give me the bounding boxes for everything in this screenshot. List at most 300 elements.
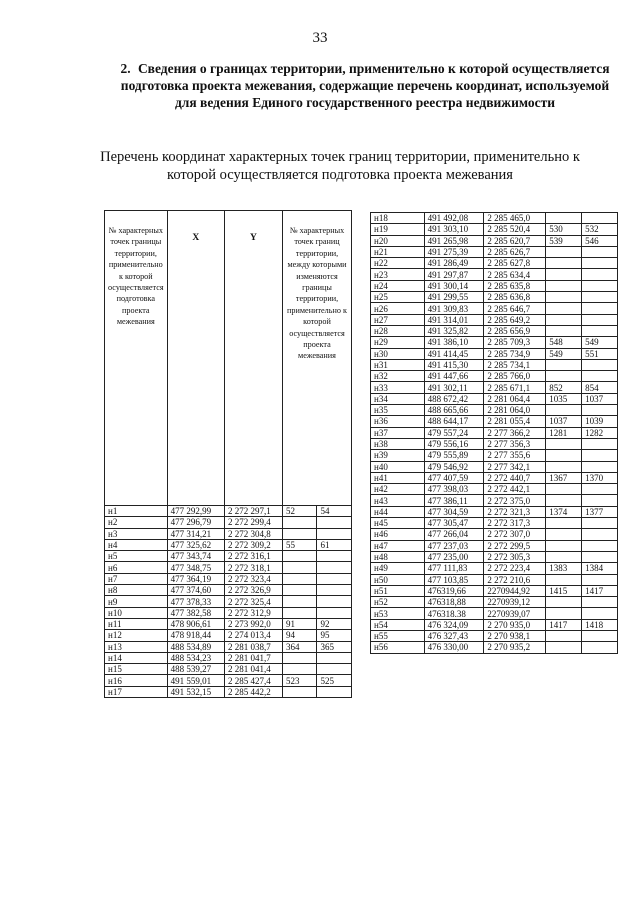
cell-y: 2 272 304,8 [224,528,282,539]
cell-a: 1383 [546,563,582,574]
cell-y: 2 285 465,0 [484,213,546,224]
cell-b: 365 [317,641,352,652]
table-row [371,280,618,291]
cell-y: 2 285 620,7 [484,235,546,246]
cell-n: н49 [371,563,425,574]
cell-b [582,551,618,562]
cell-n: н37 [371,427,425,438]
cell-a [546,484,582,495]
cell-n: н47 [371,540,425,551]
table-caption: Перечень координат характерных точек границ территории, применительно к которой осуществляется подготовка проекта межевания [100,149,580,183]
cell-a [546,213,582,224]
cell-n: н45 [371,518,425,529]
cell-x: 476318.38 [424,608,484,619]
table-row [371,461,618,472]
page-number: 33 [312,30,328,46]
cell-y: 2 272 318,1 [224,562,282,573]
cell-n: н33 [371,382,425,393]
cell-b [582,461,618,472]
cell-n: н48 [371,551,425,562]
cell-b [582,540,618,551]
table-row [371,292,618,303]
cell-n: н20 [371,235,425,246]
cell-x: 479 556,16 [424,438,484,449]
cell-n: н27 [371,314,425,325]
table-row [371,529,618,540]
cell-b [317,607,352,618]
cell-y: 2 285 656,9 [484,325,546,336]
cell-a [546,529,582,540]
cell-n: н51 [371,585,425,596]
cell-n: н18 [371,213,425,224]
cell-b [582,529,618,540]
cell-y: 2 285 427,4 [224,675,282,686]
cell-b [317,528,352,539]
table-row [105,517,352,528]
table-row [371,382,618,393]
cell-n: н44 [371,506,425,517]
cell-y: 2 285 627,8 [484,258,546,269]
cell-y: 2 272 223,4 [484,563,546,574]
cell-x: 476318,88 [424,597,484,608]
coordinates-table-left [104,210,352,698]
cell-n: н14 [105,652,168,663]
cell-a: 94 [283,630,317,641]
table-row [371,427,618,438]
cell-a [283,607,317,618]
table-header-row [105,211,352,506]
table-row [371,518,618,529]
cell-a [283,664,317,675]
cell-x: 491 325,82 [424,325,484,336]
cell-x: 477 348,75 [167,562,224,573]
cell-y: 2 272 297,1 [224,506,282,517]
table-row [371,472,618,483]
cell-y: 2 281 041,4 [224,664,282,675]
cell-x: 488 539,27 [167,664,224,675]
cell-a [546,574,582,585]
cell-y: 2 272 312,9 [224,607,282,618]
cell-n: н29 [371,337,425,348]
cell-a [283,517,317,528]
cell-x: 477 305,47 [424,518,484,529]
cell-y: 2270939,07 [484,608,546,619]
cell-n: н11 [105,618,168,629]
cell-n: н30 [371,348,425,359]
table-row [105,528,352,539]
cell-a [546,608,582,619]
table-row [371,235,618,246]
cell-b: 61 [317,539,352,550]
cell-n: н21 [371,246,425,257]
cell-a: 539 [546,235,582,246]
cell-n: н46 [371,529,425,540]
cell-x: 477 237,03 [424,540,484,551]
table-row [371,438,618,449]
cell-x: 477 296,79 [167,517,224,528]
cell-a [546,269,582,280]
cell-x: 477 386,11 [424,495,484,506]
cell-n: н56 [371,642,425,653]
cell-y: 2 274 013,4 [224,630,282,641]
cell-x: 491 386,10 [424,337,484,348]
cell-b [582,325,618,336]
cell-y: 2270939,12 [484,597,546,608]
cell-n: н36 [371,416,425,427]
cell-a [546,292,582,303]
cell-b: 854 [582,382,618,393]
cell-a [546,551,582,562]
cell-n: н23 [371,269,425,280]
cell-b [317,562,352,573]
cell-x: 477 325,62 [167,539,224,550]
table-row [371,597,618,608]
cell-b: 1418 [582,619,618,630]
cell-n: н2 [105,517,168,528]
table-row [105,551,352,562]
cell-n: н9 [105,596,168,607]
cell-x: 491 265,98 [424,235,484,246]
cell-x: 488 534,89 [167,641,224,652]
cell-n: н22 [371,258,425,269]
cell-a: 1374 [546,506,582,517]
cell-x: 491 414,45 [424,348,484,359]
table-row [371,506,618,517]
cell-y: 2 285 709,3 [484,337,546,348]
cell-x: 477 407,59 [424,472,484,483]
cell-b: 95 [317,630,352,641]
table-row [105,686,352,697]
cell-n: н25 [371,292,425,303]
cell-n: н35 [371,405,425,416]
table-row [371,213,618,224]
cell-x: 478 906,61 [167,618,224,629]
cell-b: 546 [582,235,618,246]
cell-y: 2 281 064,0 [484,405,546,416]
cell-a [546,450,582,461]
cell-y: 2 281 038,7 [224,641,282,652]
cell-x: 491 286,49 [424,258,484,269]
cell-y: 2 272 210,6 [484,574,546,585]
table-row [371,303,618,314]
table-row [371,258,618,269]
cell-a [546,438,582,449]
cell-b [317,596,352,607]
cell-y: 2 285 520,4 [484,224,546,235]
cell-b [582,280,618,291]
table-row [371,371,618,382]
cell-y: 2 272 325,4 [224,596,282,607]
cell-b [582,642,618,653]
cell-a [546,518,582,529]
cell-y: 2 285 636,8 [484,292,546,303]
cell-a: 549 [546,348,582,359]
cell-y: 2 272 323,4 [224,573,282,584]
cell-n: н16 [105,675,168,686]
cell-b [582,608,618,619]
cell-a [546,495,582,506]
cell-b [582,495,618,506]
cell-x: 488 672,42 [424,393,484,404]
cell-a [283,562,317,573]
cell-a [546,540,582,551]
cell-x: 477 343,74 [167,551,224,562]
table-row [371,608,618,619]
cell-b [317,573,352,584]
cell-y: 2 272 326,9 [224,585,282,596]
cell-x: 479 555,89 [424,450,484,461]
cell-b: 549 [582,337,618,348]
table-row [105,618,352,629]
cell-x: 477 314,21 [167,528,224,539]
cell-a [546,303,582,314]
table-row [371,359,618,370]
cell-y: 2 285 646,7 [484,303,546,314]
cell-x: 491 447,66 [424,371,484,382]
cell-a [283,551,317,562]
cell-x: 477 292,99 [167,506,224,517]
cell-x: 477 266,04 [424,529,484,540]
cell-b [582,213,618,224]
cell-x: 491 492,08 [424,213,484,224]
cell-x: 476 327,43 [424,630,484,641]
cell-a [546,461,582,472]
table-row [105,573,352,584]
cell-x: 478 918,44 [167,630,224,641]
cell-y: 2 277 342,1 [484,461,546,472]
cell-y: 2 277 366,2 [484,427,546,438]
cell-x: 491 275,39 [424,246,484,257]
cell-n: н53 [371,608,425,619]
cell-n: н39 [371,450,425,461]
cell-y: 2 285 649,2 [484,314,546,325]
cell-a [546,314,582,325]
cell-n: н1 [105,506,168,517]
cell-y: 2 285 734,9 [484,348,546,359]
cell-a [546,246,582,257]
table-row [105,506,352,517]
cell-x: 491 299,55 [424,292,484,303]
table-row [371,325,618,336]
table-row [371,563,618,574]
right-table-body [371,213,618,654]
cell-n: н41 [371,472,425,483]
cell-b [317,517,352,528]
cell-y: 2 285 635,8 [484,280,546,291]
table-row [105,539,352,550]
table-row [105,664,352,675]
cell-a [283,585,317,596]
cell-a [546,597,582,608]
cell-x: 491 303,10 [424,224,484,235]
cell-y: 2 285 626,7 [484,246,546,257]
table-row [105,675,352,686]
table-row [371,630,618,641]
header-neighbor-points: № характерных точек границ территории, между которыми изменяются границы территории, применительно к которой осуществляется проекта межевания [283,211,352,506]
cell-b [317,585,352,596]
table-row [371,348,618,359]
cell-x: 488 644,17 [424,416,484,427]
cell-n: н52 [371,597,425,608]
cell-y: 2 270 935,2 [484,642,546,653]
cell-n: н26 [371,303,425,314]
cell-y: 2 273 992,0 [224,618,282,629]
cell-b: 1370 [582,472,618,483]
cell-n: н54 [371,619,425,630]
cell-b: 1039 [582,416,618,427]
cell-y: 2 272 321,3 [484,506,546,517]
cell-b [582,303,618,314]
cell-y: 2 272 440,7 [484,472,546,483]
cell-a: 530 [546,224,582,235]
cell-b [582,246,618,257]
cell-x: 491 415,30 [424,359,484,370]
cell-b [582,484,618,495]
cell-b [582,574,618,585]
cell-b [582,314,618,325]
cell-b [582,292,618,303]
table-row [371,585,618,596]
cell-n: н3 [105,528,168,539]
coordinates-table-right [370,212,618,654]
header-x: X [167,211,224,506]
cell-x: 488 665,66 [424,405,484,416]
cell-b [582,405,618,416]
cell-x: 491 309,83 [424,303,484,314]
cell-n: н13 [105,641,168,652]
cell-b [582,371,618,382]
cell-b [582,450,618,461]
table-row [371,393,618,404]
table-row [371,416,618,427]
cell-y: 2 272 442,1 [484,484,546,495]
cell-b: 54 [317,506,352,517]
cell-y: 2 272 375,0 [484,495,546,506]
cell-b [317,664,352,675]
cell-a: 1417 [546,619,582,630]
cell-y: 2 272 316,1 [224,551,282,562]
cell-b [582,518,618,529]
cell-a [546,359,582,370]
section-title: Сведения о границах территории, применительно к которой осуществляется подготовка проекта межевания, содержащие перечень координат, используемой для ведения Единого государственного реестра недвижимости [120,61,610,110]
cell-a [546,258,582,269]
cell-n: н17 [105,686,168,697]
cell-y: 2 285 634,4 [484,269,546,280]
cell-y: 2 272 305,3 [484,551,546,562]
cell-y: 2 277 355,6 [484,450,546,461]
cell-b: 1417 [582,585,618,596]
cell-n: н40 [371,461,425,472]
cell-x: 477 374,60 [167,585,224,596]
cell-x: 476 330,00 [424,642,484,653]
cell-y: 2 285 766,0 [484,371,546,382]
cell-a: 1281 [546,427,582,438]
cell-x: 477 235,00 [424,551,484,562]
cell-a [546,371,582,382]
cell-a [546,630,582,641]
cell-x: 491 300,14 [424,280,484,291]
table-row [371,337,618,348]
cell-y: 2 272 299,5 [484,540,546,551]
cell-n: н10 [105,607,168,618]
table-row [371,551,618,562]
cell-n: н5 [105,551,168,562]
cell-n: н50 [371,574,425,585]
table-row [105,585,352,596]
table-row [371,224,618,235]
cell-y: 2 272 307,0 [484,529,546,540]
cell-n: н28 [371,325,425,336]
cell-b: 525 [317,675,352,686]
cell-a: 1367 [546,472,582,483]
cell-b [317,652,352,663]
cell-n: н12 [105,630,168,641]
cell-n: н15 [105,664,168,675]
cell-b [582,597,618,608]
cell-a: 852 [546,382,582,393]
cell-b [582,258,618,269]
table-row [105,641,352,652]
cell-b [582,630,618,641]
cell-n: н38 [371,438,425,449]
table-row [105,607,352,618]
table-row [371,574,618,585]
cell-n: н34 [371,393,425,404]
cell-x: 477 398,03 [424,484,484,495]
cell-b [582,438,618,449]
cell-a: 548 [546,337,582,348]
cell-n: н19 [371,224,425,235]
cell-n: н43 [371,495,425,506]
cell-y: 2 281 055,4 [484,416,546,427]
cell-n: н55 [371,630,425,641]
cell-b: 1037 [582,393,618,404]
header-point-number: № характерных точек границы территории, применительно к которой осуществляется подготовка проекта межевания [105,211,168,506]
cell-a: 52 [283,506,317,517]
cell-n: н6 [105,562,168,573]
cell-b: 1377 [582,506,618,517]
table-row [371,495,618,506]
table-row [371,405,618,416]
cell-b: 532 [582,224,618,235]
table-row [371,642,618,653]
cell-y: 2 272 299,4 [224,517,282,528]
table-row [105,562,352,573]
cell-x: 477 382,58 [167,607,224,618]
cell-y: 2 285 671,1 [484,382,546,393]
cell-a: 1035 [546,393,582,404]
cell-a: 1037 [546,416,582,427]
cell-n: н24 [371,280,425,291]
cell-a: 91 [283,618,317,629]
cell-x: 491 532,15 [167,686,224,697]
cell-a [546,280,582,291]
cell-a [283,652,317,663]
cell-a [283,573,317,584]
table-row [105,652,352,663]
cell-x: 479 546,92 [424,461,484,472]
cell-a [546,405,582,416]
cell-a: 523 [283,675,317,686]
cell-y: 2270944,92 [484,585,546,596]
section-number: 2. [120,61,131,76]
cell-n: н42 [371,484,425,495]
cell-y: 2 270 935,0 [484,619,546,630]
table-row [371,540,618,551]
table-row [371,246,618,257]
cell-x: 476319,66 [424,585,484,596]
cell-n: н7 [105,573,168,584]
